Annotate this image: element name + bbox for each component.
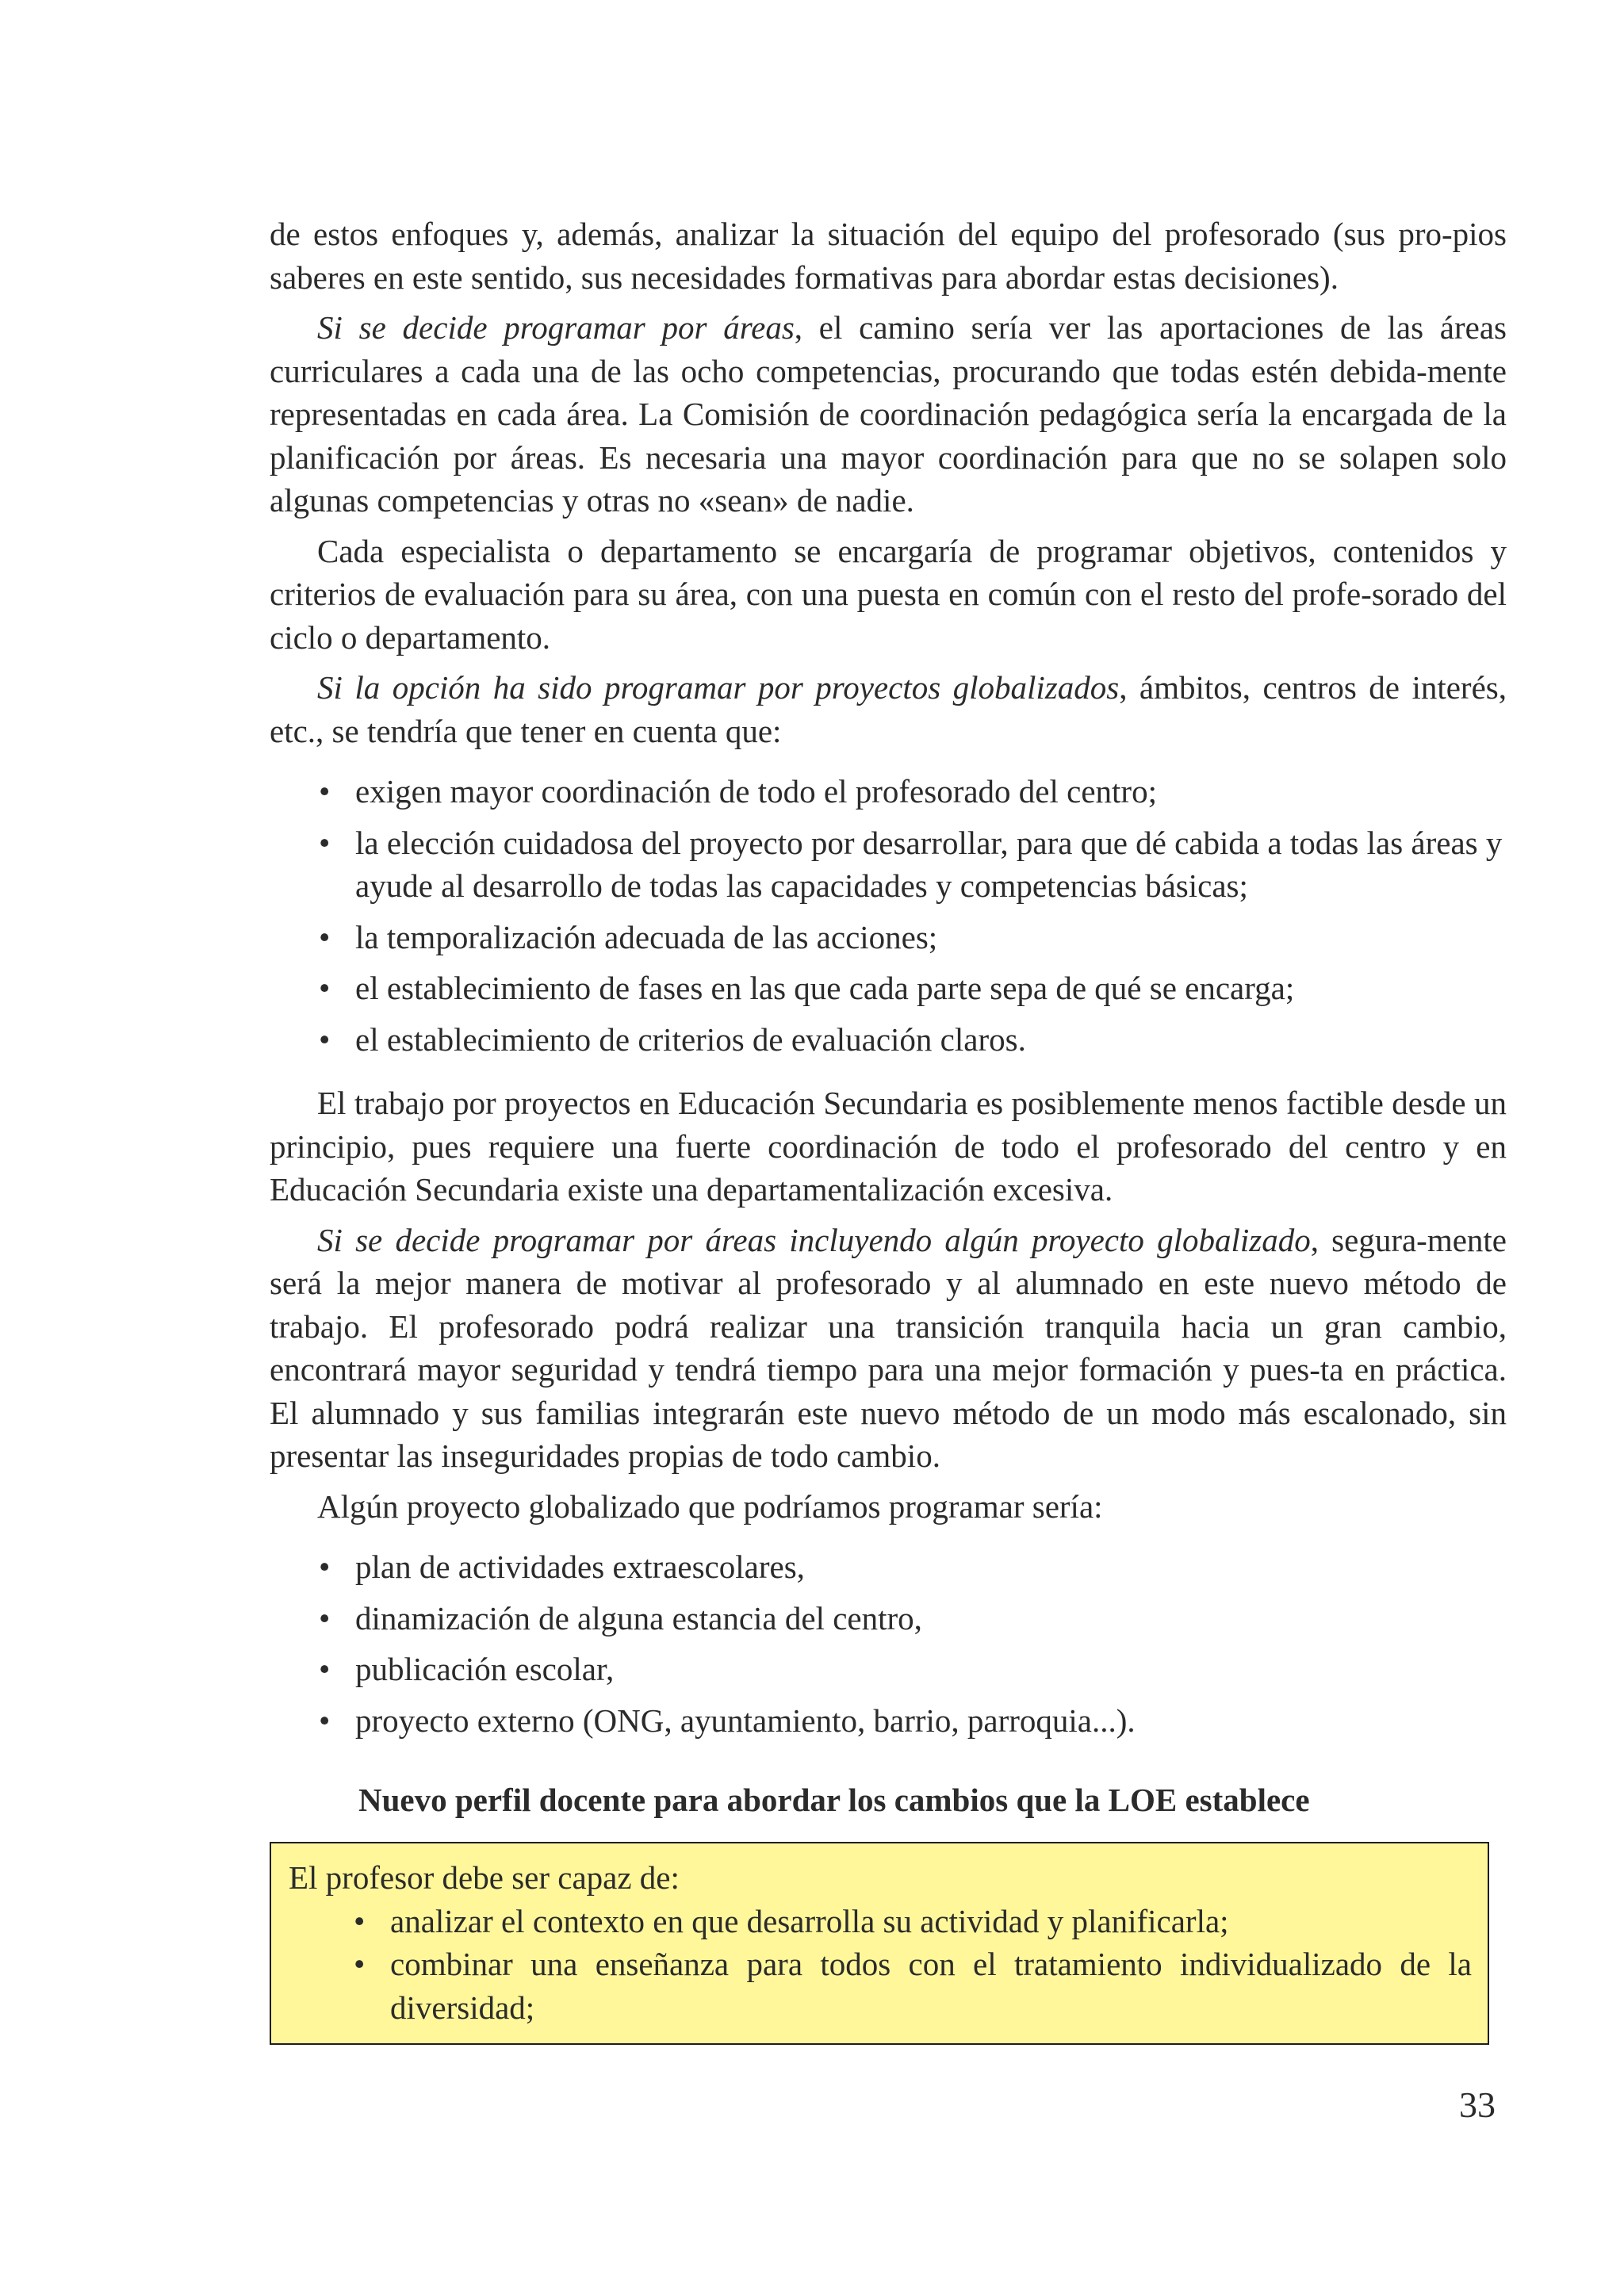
section-heading: Nuevo perfil docente para abordar los cambios que la LOE establece [358, 1782, 1310, 1818]
list-item-text: exigen mayor coordinación de todo el profesorado del centro; [355, 773, 1157, 810]
list-item [289, 1943, 1472, 2029]
paragraph-2-italic-lead: Si se decide programar por áreas [317, 309, 795, 346]
list-item [270, 1648, 1507, 1691]
paragraph-6 [270, 1219, 1507, 1478]
box-intro: El profesor debe ser capaz de: [289, 1859, 680, 1896]
list-item-text: publicación escolar, [355, 1651, 615, 1687]
list-item-text: analizar el contexto en que desarrolla su actividad y planificarla; [390, 1902, 1229, 1939]
list-item-text: plan de actividades extraescolares, [355, 1548, 805, 1585]
paragraph-2 [270, 306, 1507, 523]
paragraph-3: Cada especialista o departamento se encargaría de programar objetivos, contenidos y criterios de evaluación para su área, con una puesta en común con el resto del profe-sorado del ciclo o departamento. [270, 532, 1507, 656]
list-item [270, 1545, 1507, 1589]
bullet-icon: • [319, 1651, 331, 1687]
paragraph-4-italic-lead: Si la opción ha sido programar por proyectos globalizados [317, 669, 1120, 706]
highlight-box [270, 1842, 1489, 2045]
bullet-icon: • [319, 1702, 331, 1739]
list-item-text: la elección cuidadosa del proyecto por desarrollar, para que dé cabida a todas las áreas y ayude al desarrollo de todas las capacidades y competencias básicas; [355, 824, 1503, 904]
list-item-text: dinamización de alguna estancia del centro, [355, 1599, 922, 1636]
list-item [270, 1018, 1507, 1062]
paragraph-2-text: , el camino sería ver las aportaciones de las áreas curriculares a cada una de las ocho competencias, procurando que todas estén debida-mente representadas en cada área. La Comisión de coordinación pedagógica sería la encargada de la planificación por áreas. Es necesaria una mayor coordinación para que no se solapen solo algunas competencias y otras no «sean» de nadie. [270, 309, 1507, 519]
bullet-icon: • [354, 1946, 366, 1982]
bullet-icon: • [319, 1599, 331, 1636]
box-list [289, 1900, 1472, 2030]
list-item [270, 916, 1507, 959]
list-item-text: combinar una enseñanza para todos con el tratamiento individualizado de la diversidad; [390, 1946, 1472, 2026]
bullet-icon: • [319, 1548, 331, 1585]
list-item [270, 1597, 1507, 1640]
paragraph-5: El trabajo por proyectos en Educación Secundaria es posiblemente menos factible desde un principio, pues requiere una fuerte coordinación de todo el profesorado del centro y en Educación Secundaria existe una departamentalización excesiva. [270, 1085, 1507, 1208]
list-item [270, 1699, 1507, 1743]
page-body [270, 212, 1507, 2045]
paragraph-6-text: , segura-mente será la mejor manera de motivar al profesorado y al alumnado en este nuevo método de trabajo. El profesorado podrá realizar una transición tranquila hacia un gran cambio, encontrará mayor seguridad y tendrá tiempo para una mejor formación y pues-ta en práctica. El alumnado y sus familias integrarán este nuevo método de un modo más escalonado, sin presentar las inseguridades propias de todo cambio. [270, 1221, 1507, 1474]
list-item [270, 770, 1507, 813]
bullet-icon: • [354, 1902, 366, 1939]
paragraph-4 [270, 666, 1507, 752]
list-item [270, 967, 1507, 1010]
list-item-text: el establecimiento de fases en las que cada parte sepa de qué se encarga; [355, 970, 1295, 1006]
list-item-text: la temporalización adecuada de las acciones; [355, 918, 938, 955]
page-number: 33 [1459, 2084, 1496, 2125]
list-item [289, 1900, 1472, 1943]
list-item-text: proyecto externo (ONG, ayuntamiento, barrio, parroquia...). [355, 1702, 1136, 1739]
considerations-list [270, 770, 1507, 1061]
paragraph-4-text: , ámbitos, centros de interés, etc., se tendría que tener en cuenta que: [270, 669, 1507, 749]
paragraph-6-italic-lead: Si se decide programar por áreas incluyendo algún proyecto globalizado [317, 1221, 1311, 1258]
projects-list [270, 1545, 1507, 1742]
paragraph-7: Algún proyecto globalizado que podríamos programar sería: [317, 1487, 1103, 1525]
bullet-icon: • [319, 773, 331, 810]
bullet-icon: • [319, 918, 331, 955]
bullet-icon: • [319, 1020, 331, 1058]
list-item-text: el establecimiento de criterios de evaluación claros. [355, 1020, 1026, 1058]
bullet-icon: • [319, 824, 331, 861]
list-item [270, 821, 1507, 908]
paragraph-1: de estos enfoques y, además, analizar la situación del equipo del profesorado (sus pro-pios saberes en este sentido, sus necesidades formativas para abordar estas decisiones). [270, 216, 1507, 296]
bullet-icon: • [319, 970, 331, 1006]
